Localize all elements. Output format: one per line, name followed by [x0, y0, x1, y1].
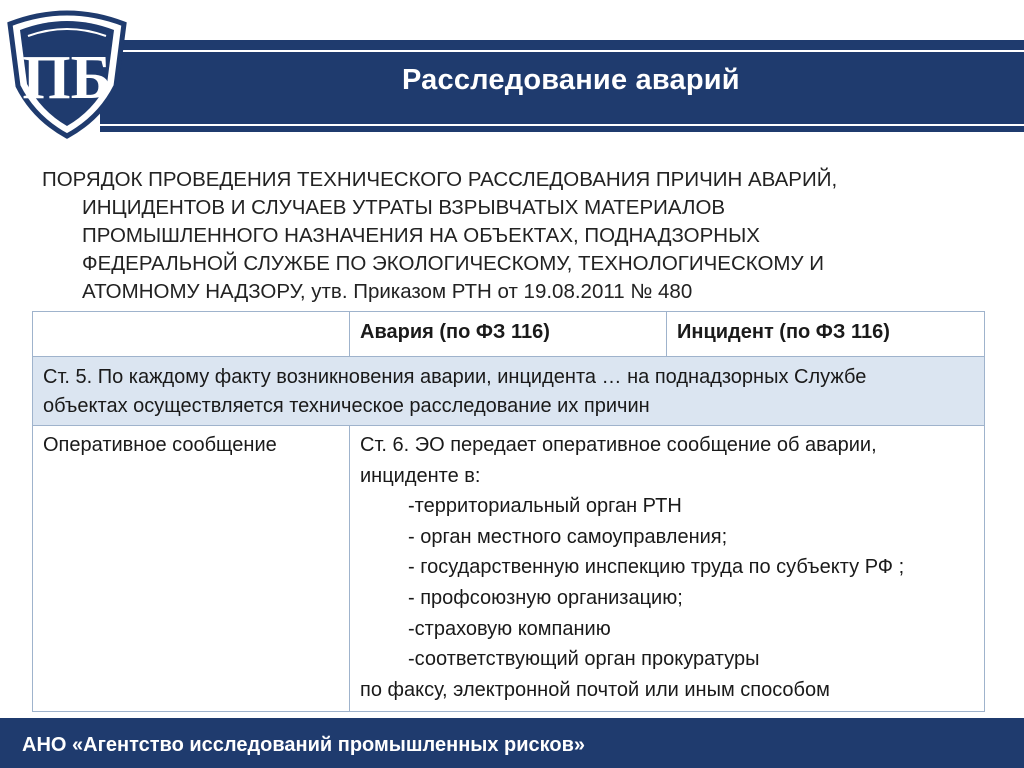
header-cell-accident: Авария (по ФЗ 116)	[350, 312, 667, 357]
article-5-line: объектах осуществляется техническое расследование их причин	[43, 395, 650, 417]
page-title: Расследование аварий	[402, 64, 740, 96]
recipient-item: -территориальный орган РТН	[408, 495, 682, 518]
header-cell-incident: Инцидент (по ФЗ 116)	[667, 312, 985, 357]
table-row	[33, 357, 985, 426]
logo-text: ПБ	[22, 44, 112, 112]
shield-logo-icon	[0, 0, 134, 140]
heading-line: ФЕДЕРАЛЬНОЙ СЛУЖБЕ ПО ЭКОЛОГИЧЕСКОМУ, ТЕХНОЛОГИЧЕСКОМУ И	[82, 252, 824, 275]
heading-line: ИНЦИДЕНТОВ И СЛУЧАЕВ УТРАТЫ ВЗРЫВЧАТЫХ МАТЕРИАЛОВ	[82, 196, 726, 219]
article-5-line: Ст. 5. По каждому факту возникновения аварии, инцидента … на поднадзорных Службе	[43, 366, 867, 388]
heading-line: ПРОМЫШЛЕННОГО НАЗНАЧЕНИЯ НА ОБЪЕКТАХ, ПОДНАДЗОРНЫХ	[82, 224, 760, 247]
header-cell-empty	[33, 312, 350, 357]
table-row	[33, 426, 985, 712]
article-6-outro: по факсу, электронной почтой или иным способом	[360, 678, 830, 701]
regulation-table	[32, 311, 985, 712]
heading-line: АТОМНОМУ НАДЗОРУ, утв. Приказом РТН от 19.08.2011 № 480	[82, 280, 693, 303]
heading-line: ПОРЯДОК ПРОВЕДЕНИЯ ТЕХНИЧЕСКОГО РАССЛЕДОВАНИЯ ПРИЧИН АВАРИЙ,	[42, 168, 838, 191]
recipient-item: - орган местного самоуправления;	[408, 525, 728, 548]
article-6-intro: инциденте в:	[360, 464, 481, 487]
recipient-item: -страховую компанию	[408, 617, 611, 640]
footer-organization: АНО «Агентство исследований промышленных рисков»	[22, 734, 586, 756]
article-6-intro: Ст. 6. ЭО передает оперативное сообщение об аварии,	[360, 434, 877, 456]
header-stripe-bottom	[100, 126, 1024, 132]
table-header-row	[33, 312, 985, 357]
header-stripe-top	[120, 40, 1024, 50]
recipient-item: -соответствующий орган прокуратуры	[408, 648, 760, 671]
recipient-item: - профсоюзную организацию;	[408, 586, 683, 609]
article-5-cell	[33, 357, 985, 426]
article-6-cell	[350, 426, 985, 712]
row-label-cell: Оперативное сообщение	[33, 426, 350, 712]
document-heading	[42, 166, 992, 306]
recipient-item: - государственную инспекцию труда по субъекту РФ ;	[408, 556, 905, 579]
